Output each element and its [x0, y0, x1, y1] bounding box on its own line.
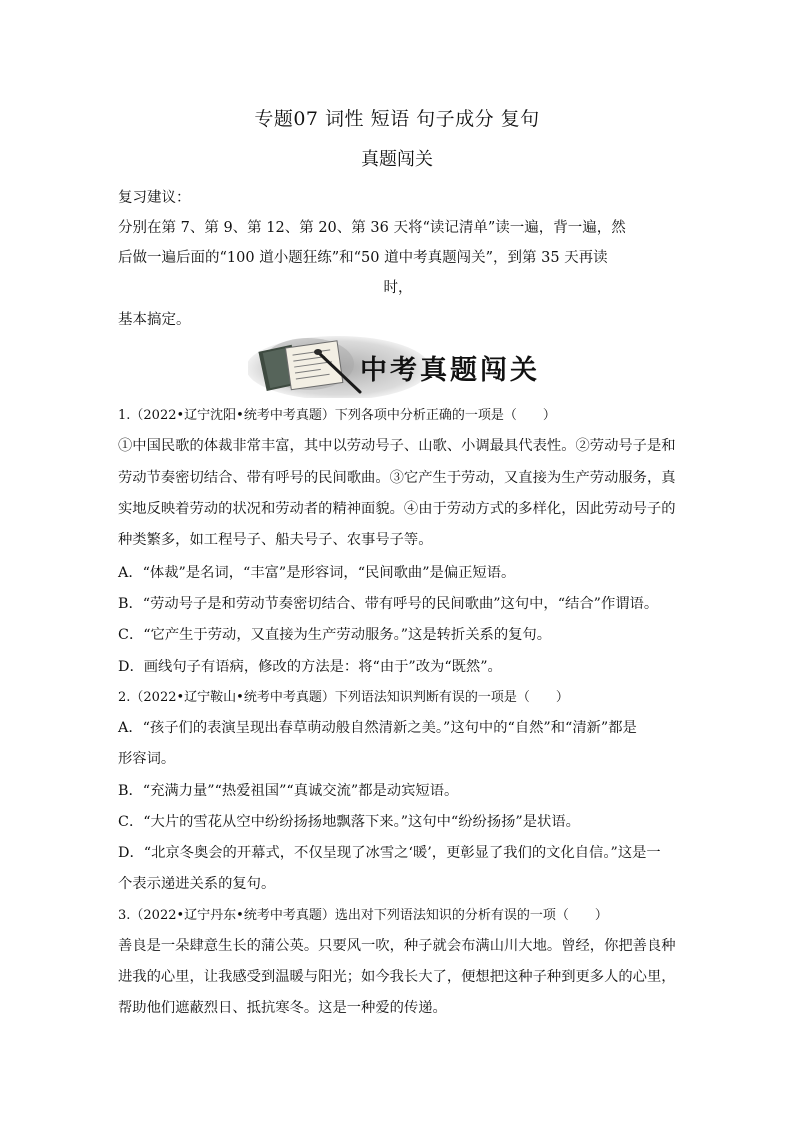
review-line-3: 时， — [383, 280, 413, 296]
question-2-option-a-cont: 形容词。 — [118, 751, 176, 767]
question-1-option-b: B．“劳动号子是和劳动节奏密切结合、带有呼号的民间歌曲”这句中，“结合”作谓语。 — [118, 596, 659, 612]
review-line-4: 基本搞定。 — [118, 312, 191, 328]
question-3-head: 3.（2022•辽宁丹东•统考中考真题）选出对下列语法知识的分析有误的一项（ ） — [118, 908, 608, 923]
question-2-option-c: C．“大片的雪花从空中纷纷扬扬地飘落下来。”这句中“纷纷扬扬”是状语。 — [118, 814, 580, 830]
question-2-option-d: D．“北京冬奥会的开幕式，不仅呈现了冰雪之‘暖’，更彰显了我们的文化自信。”这是一 — [118, 845, 661, 861]
question-1-head: 1.（2022•辽宁沈阳•统考中考真题）下列各项中分析正确的一项是（ ） — [118, 408, 556, 423]
section-banner — [248, 334, 548, 398]
question-3-passage-line: 帮助他们遮蔽烈日、抵抗寒冬。这是一种爱的传递。 — [118, 1000, 447, 1016]
review-line-2: 后做一遍后面的“100 道小题狂练”和“50 道中考真题闯关”，到第 35 天再读 — [118, 250, 608, 266]
page-title: 专题07 词性 短语 句子成分 复句 — [254, 108, 540, 130]
review-label: 复习建议： — [118, 190, 191, 206]
question-1-option-a: A．“体裁”是名词，“丰富”是形容词，“民间歌曲”是偏正短语。 — [118, 565, 516, 581]
review-line-1: 分别在第 7、第 9、第 12、第 20、第 36 天将“读记清单”读一遍，背一遍，然 — [118, 220, 626, 236]
question-1-passage-line: 种类繁多，如工程号子、船夫号子、农事号子等。 — [118, 532, 433, 548]
banner-text: 中考真题闯关 — [360, 355, 540, 386]
question-1-option-c: C．“它产生于劳动，又直接为生产劳动服务。”这是转折关系的复句。 — [118, 627, 552, 643]
question-1-passage-line: 劳动节奏密切结合、带有呼号的民间歌曲。③它产生于劳动，又直接为生产劳动服务，真 — [118, 470, 676, 486]
page-subtitle: 真题闯关 — [361, 149, 433, 170]
question-2-option-a: A．“孩子们的表演呈现出春草萌动般自然清新之美。”这句中的“自然”和“清新”都是 — [118, 720, 637, 736]
question-1-passage-line: ①中国民歌的体裁非常丰富，其中以劳动号子、山歌、小调最具代表性。②劳动号子是和 — [118, 438, 676, 454]
question-3-passage-line: 进我的心里，让我感受到温暖与阳光；如今我长大了，便想把这种子种到更多人的心里， — [118, 969, 676, 985]
question-3-passage-line: 善良是一朵肆意生长的蒲公英。只要风一吹，种子就会布满山川大地。曾经，你把善良种 — [118, 938, 676, 954]
question-1-passage-line: 实地反映着劳动的状况和劳动者的精神面貌。④由于劳动方式的多样化，因此劳动号子的 — [118, 501, 676, 517]
question-2-option-b: B．“充满力量”“热爱祖国”“真诚交流”都是动宾短语。 — [118, 783, 459, 799]
question-2-option-d-cont: 个表示递进关系的复句。 — [118, 876, 276, 892]
question-1-option-d: D．画线句子有语病，修改的方法是：将“由于”改为“既然”。 — [118, 659, 502, 675]
question-2-head: 2.（2022•辽宁鞍山•统考中考真题）下列语法知识判断有误的一项是（ ） — [118, 690, 569, 705]
